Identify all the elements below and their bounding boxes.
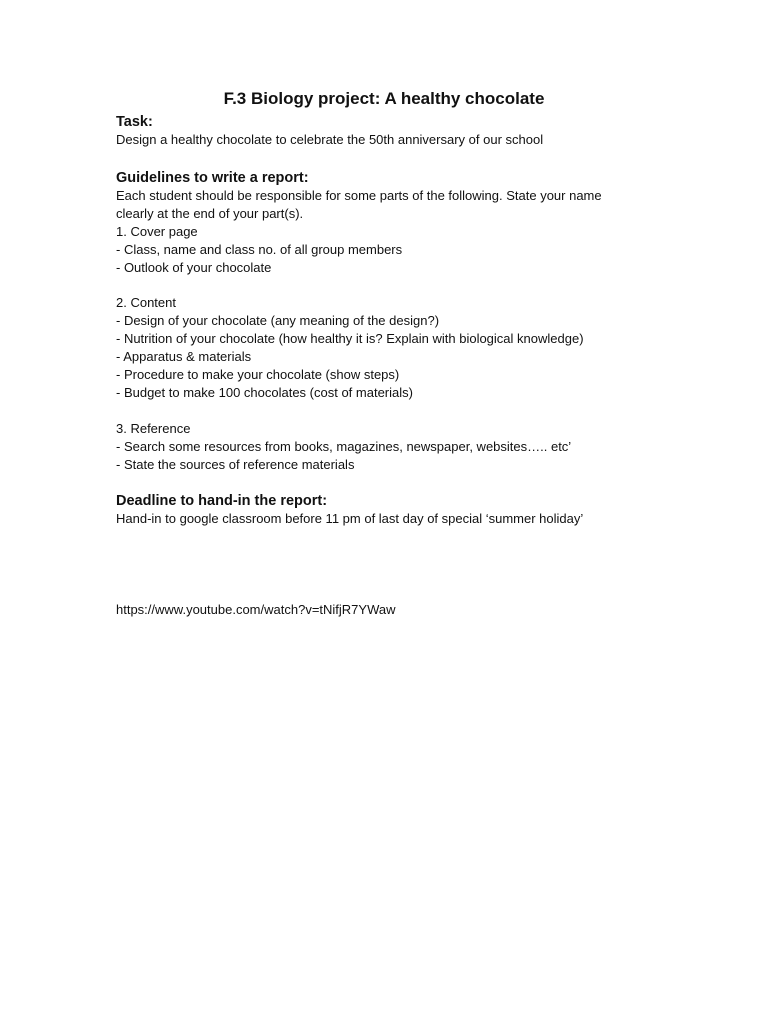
spacer	[116, 277, 676, 295]
list-item: - Search some resources from books, magazines, newspaper, websites….. etc’	[116, 438, 572, 454]
spacer	[116, 402, 676, 420]
link-section	[116, 601, 676, 619]
section-title-content: 2. Content	[116, 295, 176, 311]
task-section	[116, 113, 676, 149]
section-title-reference: 3. Reference	[116, 420, 191, 436]
task-heading: Task:	[116, 114, 153, 130]
list-item: - Apparatus & materials	[116, 349, 252, 365]
list-item: - Design of your chocolate (any meaning of the design?)	[116, 313, 440, 329]
guidelines-intro-line: Each student should be responsible for some parts of the following. State your name	[116, 188, 602, 203]
guidelines-heading: Guidelines to write a report:	[116, 170, 309, 186]
document-title: F.3 Biology project: A healthy chocolate	[223, 89, 545, 108]
list-item: - Outlook of your chocolate	[116, 259, 272, 275]
list-item: - Budget to make 100 chocolates (cost of materials)	[116, 384, 413, 400]
deadline-heading: Deadline to hand-in the report:	[116, 493, 328, 509]
youtube-link[interactable]: https://www.youtube.com/watch?v=tNifjR7YWaw	[116, 602, 396, 617]
list-item: - Class, name and class no. of all group members	[116, 241, 403, 257]
list-item: - State the sources of reference materials	[116, 456, 355, 472]
deadline-text: Hand-in to google classroom before 11 pm of last day of special ‘summer holiday’	[116, 511, 584, 526]
list-item: - Procedure to make your chocolate (show steps)	[116, 367, 400, 383]
task-text: Design a healthy chocolate to celebrate the 50th anniversary of our school	[116, 132, 544, 147]
deadline-section	[116, 492, 676, 528]
guidelines-section	[116, 169, 676, 473]
section-title-cover-page: 1. Cover page	[116, 223, 198, 239]
list-item: - Nutrition of your chocolate (how healthy it is? Explain with biological knowledge)	[116, 331, 584, 347]
guidelines-intro-line: clearly at the end of your part(s).	[116, 205, 304, 221]
